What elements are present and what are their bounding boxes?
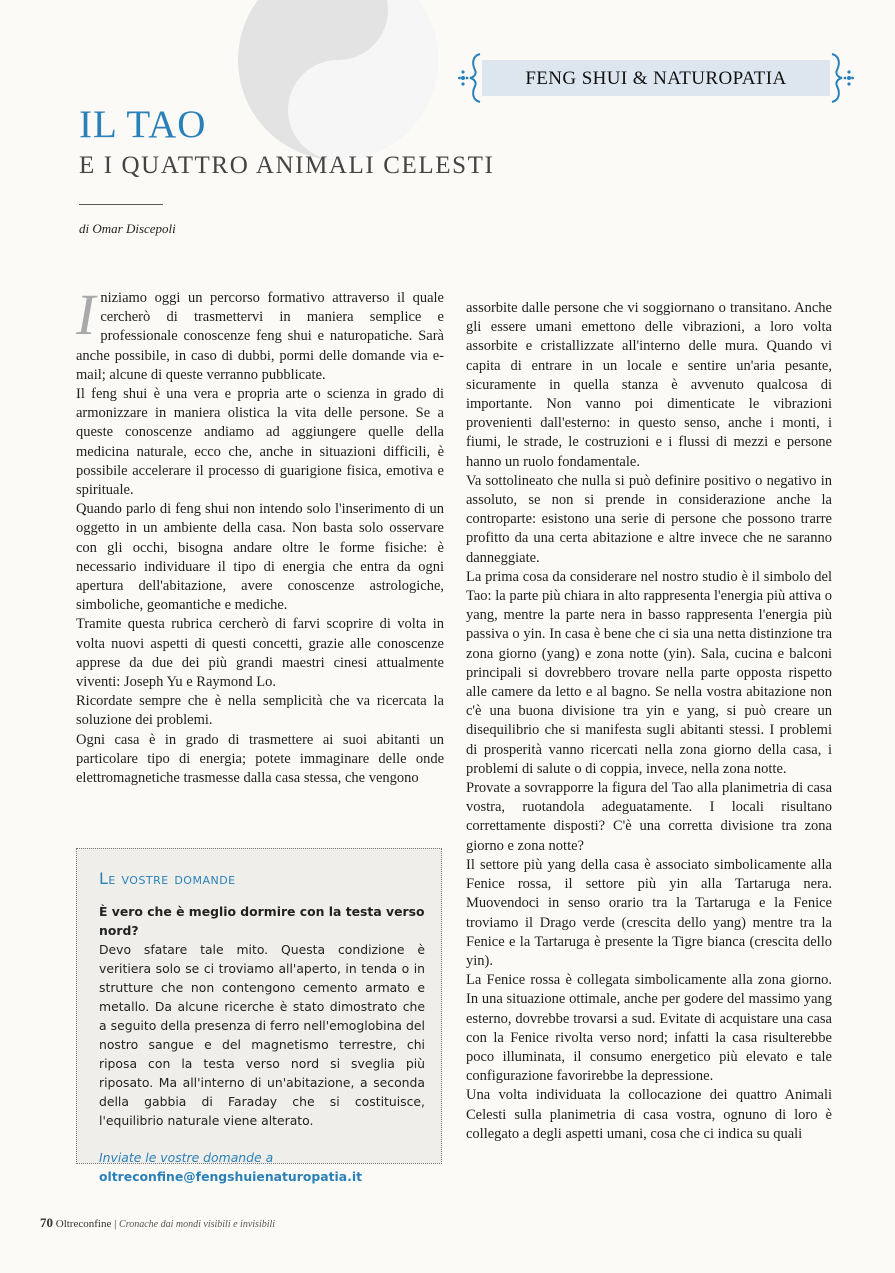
byline: di Omar Discepoli: [79, 221, 176, 236]
magazine-name: Oltreconfine: [55, 1218, 112, 1230]
paragraph: Il feng shui è una vera e propria arte o scienza in grado di armonizzare in maniera olistica la vita delle persone. Se a queste conoscenze andiamo ad aggiungere quelle della medicina naturale, ecco che, anche in situazioni difficili, è possibile accelerare il processo di guarigione fisica, emotiva e spirituale.: [76, 386, 444, 499]
paragraph: La Fenice rossa è collegata simbolicamente alla zona giorno. In una situazione ottimale, anche per godere del massimo yang esterno, dovrebbe trovarsi a sud. Evitate di acquistare una casa con la Fenice rivolta verso nord; infatti la casa risulterebbe poco illuminata, il consumo energetico più elevato e tale configurazione favorirebbe la depressione.: [466, 972, 832, 1085]
paragraph: La prima cosa da considerare nel nostro studio è il simbolo del Tao: la parte più chiara in alto rappresenta l'energia più attiva o yang, mentre la parte nera in basso rappresenta l'energia più passiva o yin. In casa è bene che ci sia una netta distinzione tra zona giorno (yang) e zona notte (yin). Sala, cucina e balconi principali si dovrebbero trovare nella parte opposta rispetto alle camere da letto e al bagno. Se nella vostra abitazione non c'è una buona divisione tra yin e yang, si può creare un disequilibrio che si manifesta sugli abitanti stessi. I problemi di prosperità vanno ricercati nella zona giorno della casa, i problemi di salute o di coppia, invece, nella zona notte.: [466, 568, 832, 777]
article-subtitle: E I QUATTRO ANIMALI CELESTI: [79, 152, 495, 179]
page-footer: [40, 1215, 275, 1231]
box-question: È vero che è meglio dormire con la testa verso nord?: [99, 904, 425, 938]
footer-separator: |: [114, 1218, 117, 1230]
reader-questions-box: [76, 848, 442, 1184]
flourish-icon: [458, 52, 484, 104]
magazine-tagline: Cronache dai mondi visibili e invisibili: [119, 1219, 276, 1230]
article-column-2: [466, 299, 832, 1144]
title-divider: [79, 204, 163, 205]
paragraph: Iniziamo oggi un percorso formativo attraverso il quale cercherò di trasmettervi in maniera semplice e professionale conoscenze feng shui e naturopatiche. Sarà anche possibile, in caso di dubbi, pormi delle domande via e-mail; alcune di queste verranno pubblicate.: [76, 282, 444, 383]
paragraph: Provate a sovrapporre la figura del Tao alla planimetria di casa vostra, ruotandola adeguatamente. I locali risultano correttamente disposti? C'è una corretta divisione tra zona giorno e zona notte?: [466, 780, 832, 854]
page-number: 70: [40, 1215, 53, 1230]
paragraph: Ogni casa è in grado di trasmettere ai suoi abitanti un particolare tipo di energia; potete immaginare delle onde elettromagnetiche trasmesse dalla casa stessa, che vengono: [76, 731, 444, 787]
paragraph: Una volta individuata la collocazione dei quattro Animali Celesti sulla planimetria di casa vostra, ognuno di loro è collegato a degli aspetti umani, cosa che ci indica su quali: [466, 1087, 832, 1142]
yin-yang-icon: [238, 0, 438, 160]
paragraph: Va sottolineato che nulla si può definire positivo o negativo in assoluto, se non si prende in considerazione anche la controparte: esistono una serie di persone che possono trarre profitto da una certa abitazione e altre invece che ne saranno danneggiate.: [466, 472, 832, 566]
paragraph: Il settore più yang della casa è associato simbolicamente alla Fenice rossa, il settore più yin alla Tartaruga nera. Muovendoci in senso orario tra la Tartaruga e la Fenice troviamo il Drago verde (crescita dello yang) mentre tra la Fenice e la Tartaruga è presente la Tigre bianca (crescita dello yin).: [466, 856, 832, 969]
article-title: IL TAO: [79, 103, 207, 146]
paragraph: assorbite dalle persone che vi soggiornano o transitano. Anche gli essere umani emettono delle vibrazioni, a loro volta assorbite e cristallizzate all'interno delle mura. Quando vi capita di entrare in un locale e sentire un'aria pesante, sicuramente in quella stanza è avvenuto qualcosa di importante. Non vanno poi dimenticate le vibrazioni provenienti dall'esterno: in questo senso, anche i monti, i fiumi, le strade, le costruzioni e i flussi di mezzi e persone hanno un ruolo fondamentale.: [466, 300, 832, 470]
paragraph: Quando parlo di feng shui non intendo solo l'inserimento di un oggetto in un ambiente della casa. Non basta solo osservare con gli occhi, bisogna andare oltre le forme fisiche: è necessario individuare il tipo di energia che entra da ogni apertura dell'abitazione, avere conoscenze astrologiche, simboliche, geomantiche e mediche.: [76, 501, 444, 614]
article-column-1: [76, 282, 444, 788]
box-heading: Le vostre domande: [99, 869, 236, 888]
email-link[interactable]: oltreconfine@fengshuienaturopatia.it: [99, 1169, 363, 1184]
paragraph: Tramite questa rubrica cercherò di farvi scoprire di volta in volta nuovi aspetti di questi concetti, grazie alle conoscenze apprese da due dei più grandi maestri cinesi attualmente viventi: Joseph Yu e Raymond Lo.: [76, 616, 444, 691]
section-banner: [458, 52, 854, 102]
flourish-icon: [828, 52, 854, 104]
section-label: FENG SHUI & NATUROPATIA: [525, 68, 787, 89]
drop-cap: I: [76, 282, 96, 347]
paragraph: Ricordate sempre che è nella semplicità che va ricercata la soluzione dei problemi.: [76, 693, 444, 729]
box-note: Inviate le vostre domande a: [99, 1150, 274, 1165]
box-answer: Devo sfatare tale mito. Questa condizione è veritiera solo se ci troviamo all'aperto, in tenda o in strutture che non contengono cemento armato e metallo. Da alcune ricerche è stato dimostrato che a seguito della presenza di ferro nell'emoglobina del nostro sangue e del magnetismo terrestre, chi riposa con la testa verso nord si sveglia più riposato. Ma all'interno di un'abitazione, a seconda della gabbia di Faraday che si costituisce, l'equilibrio naturale viene alterato.: [99, 942, 425, 1128]
